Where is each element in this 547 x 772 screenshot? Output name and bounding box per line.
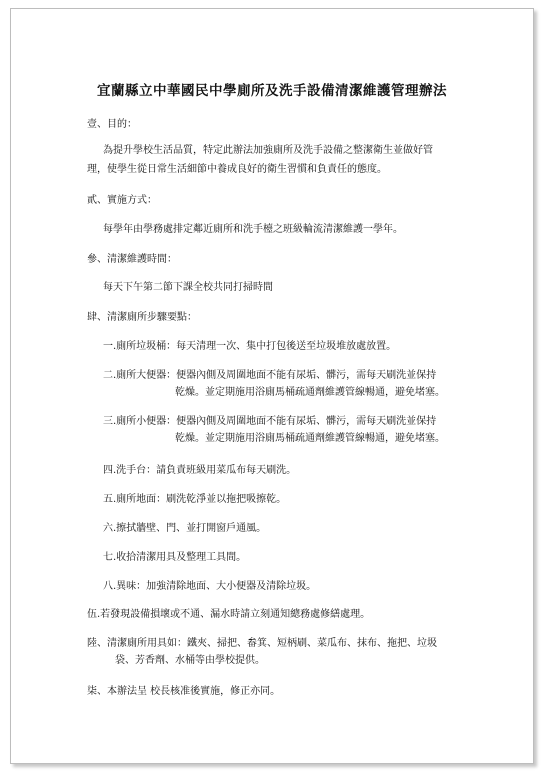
section-3-heading: 參、清潔維護時間： bbox=[87, 254, 177, 265]
section-4-item-5: 五.廁所地面：刷洗乾淨並以拖把吸擦乾。 bbox=[103, 494, 287, 505]
section-1-body-line-1: 為提升學校生活品質，特定此辦法加強廁所及洗手設備之整潔衛生並做好管 bbox=[103, 145, 433, 156]
section-4-item-1: 一.廁所垃圾桶：每天清理一次、集中打包後送至垃圾堆放處放置。 bbox=[103, 341, 397, 352]
section-4-item-4: 四.洗手台：請負責班級用菜瓜布每天刷洗。 bbox=[103, 465, 297, 476]
section-1-heading: 壹、目的： bbox=[87, 119, 137, 130]
section-7: 柒、本辦法呈 校長核准後實施，修正亦同。 bbox=[87, 686, 281, 697]
section-2-body: 每學年由學務處排定鄰近廁所和洗手檯之班級輪流清潔維護一學年。 bbox=[103, 224, 403, 235]
section-4-heading: 肆、清潔廁所步驟要點： bbox=[87, 312, 197, 323]
section-4-item-3-line-1: 三.廁所小便器：便器內側及周圍地面不能有尿垢、髒污，需每天刷洗並保持 bbox=[103, 416, 437, 427]
section-4-item-3-line-2: 乾燥。並定期施用浴廁馬桶疏通劑維護管線暢通，避免堵塞。 bbox=[175, 433, 445, 444]
section-3-body: 每天下午第二節下課全校共同打掃時間 bbox=[103, 282, 273, 293]
section-1-body-line-2: 理，使學生從日常生活細節中養成良好的衛生習慣和負責任的態度。 bbox=[87, 164, 387, 175]
section-4-item-8: 八.異味：加強清除地面、大小便器及清除垃圾。 bbox=[103, 581, 317, 592]
section-6-line-2: 袋、芳香劑、水桶等由學校提供。 bbox=[115, 655, 265, 666]
section-4-item-2-line-1: 二.廁所大便器：便器內側及周圍地面不能有尿垢、髒污，需每天刷洗並保持 bbox=[103, 370, 437, 381]
section-4-item-2-line-2: 乾燥。並定期施用浴廁馬桶疏通劑維護管線暢通，避免堵塞。 bbox=[175, 387, 445, 398]
section-4-item-6: 六.擦拭牆壁、門、並打開窗戶通風。 bbox=[103, 523, 267, 534]
section-2-heading: 貳、實施方式： bbox=[87, 195, 157, 206]
section-6-line-1: 陸、清潔廁所用具如：鐵夾、掃把、畚箕、短柄刷、菜瓜布、抹布、拖把、垃圾 bbox=[87, 638, 437, 649]
section-4-item-7: 七.收拾清潔用具及整理工具間。 bbox=[103, 552, 247, 563]
document-title: 宜蘭縣立中華國民中學廁所及洗手設備清潔維護管理辦法 bbox=[97, 83, 447, 99]
section-5: 伍.若發現設備損壞或不通、漏水時請立刻通知總務處修繕處理。 bbox=[87, 609, 371, 620]
document-page bbox=[10, 8, 534, 764]
